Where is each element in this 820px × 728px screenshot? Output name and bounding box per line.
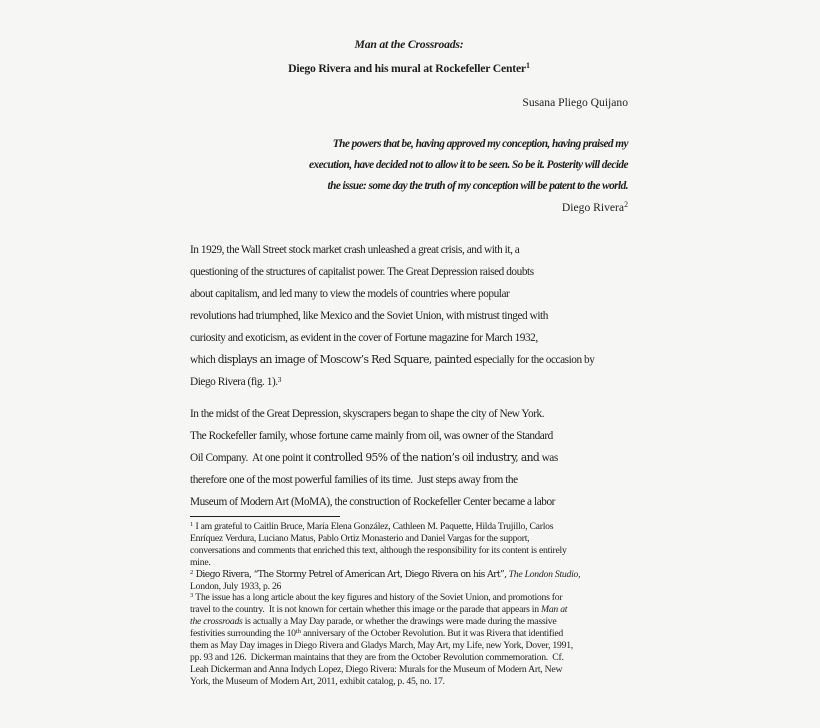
footnote-2: [190, 569, 628, 593]
text-line: Museum of Modern Art (MoMA), the construction of Rockefeller Center became a labor: [190, 496, 555, 508]
epigraph-attribution: [190, 197, 628, 218]
title-line-2-text: Diego Rivera and his mural at Rockefeller Center: [288, 62, 526, 75]
footnote-separator: [190, 516, 340, 517]
text-line: $^2$ Diego Rivera, “The Stormy Petrel of American Art, Diego Rivera on his Art”, The London Studio,: [190, 568, 581, 580]
footnote-ref-2: 2: [624, 200, 628, 210]
text-line: The powers that be, having approved my conception, having praised my: [332, 138, 628, 150]
paragraph-2: [190, 403, 628, 513]
text-line: In 1929, the Wall Street stock market crash unleashed a great crisis, and with it, a: [190, 244, 520, 256]
footnote-1: [190, 521, 628, 569]
text-line: The Rockefeller family, whose fortune came mainly from oil, was owner of the Standard: [190, 430, 553, 442]
author-name: Susana Pliego Quijano: [522, 96, 628, 109]
text-line: York, the Museum of Modern Art, 2011, exhibit catalog, p. 45, no. 17.: [190, 675, 445, 687]
text-line: the crossroads is actually a May Day parade, or whether the drawings were made during the massive: [190, 616, 557, 628]
text-line: about capitalism, and led many to view the models of countries where popular: [190, 288, 510, 300]
epigraph-quote: [190, 134, 628, 197]
text-line: Oil Company. At one point it controlled 95% of the nation’s oil industry, and was: [190, 451, 558, 464]
epigraph-attribution-text: Diego Rivera: [561, 201, 625, 214]
text-line: London, July 1933, p. 26: [190, 580, 282, 592]
text-line: festivities surrounding the 10th anniversary of the October Revolution. But it was Rivera that identified: [190, 628, 563, 640]
text-line: Leah Dickerman and Anna Indych Lopez, Diego Rivera: Murals for the Museum of Modern Art, New: [190, 663, 563, 675]
text-line: execution, have decided not to allow it to be seen. So be it. Posterity will decide: [309, 159, 628, 171]
paragraph-1: [190, 239, 628, 393]
text-line: conversations and comments that enriched this text, although the responsibility for its content is entirely: [190, 544, 567, 556]
paper-title: [190, 33, 628, 81]
page-content: [190, 0, 628, 728]
text-line: therefore one of the most powerful families of its time. Just steps away from the: [190, 474, 518, 486]
text-line: Diego Rivera (fig. 1).$^3$: [190, 374, 282, 388]
text-line: Enríquez Verdura, Luciano Matus, Pablo Ortiz Monasterio and Daniel Vargas for the support,: [190, 532, 530, 544]
text-line: travel to the country. It is not known for certain whether this image or the parade that appears in Man at: [190, 604, 568, 616]
text-line: them as May Day images in Diego Rivera and Gladys March, May Art, my Life, new York, Dover, 1991,: [190, 640, 573, 652]
text-line: $^3$ The issue has a long article about the key figures and history of the Soviet Union, and promotions for: [190, 592, 563, 604]
text-line: questioning of the structures of capitalist power. The Great Depression raised doubts: [190, 266, 534, 278]
text-line: $^1$ I am grateful to Caitlin Bruce, María Elena González, Cathleen M. Paquette, Hilda Trujillo, Carlos: [190, 521, 554, 532]
text-line: curiosity and exoticism, as evident in the cover of Fortune magazine for March 1932,: [190, 332, 538, 344]
text-line: In the midst of the Great Depression, skyscrapers began to shape the city of New York.: [190, 408, 545, 420]
text-line: which displays an image of Moscow’s Red Square, painted especially for the occasion by: [190, 353, 595, 366]
text-line: revolutions had triumphed, like Mexico and the Soviet Union, with mistrust tinged with: [190, 310, 548, 322]
text-line: the issue: some day the truth of my conception will be patent to the world.: [327, 180, 628, 192]
title-line-1: Man at the Crossroads:: [354, 38, 464, 51]
text-line: pp. 93 and 126. Dickerman maintains that they are from the October Revolution commemoration. Cf.: [190, 651, 564, 663]
text-line: mine.: [190, 556, 211, 568]
footnotes-section: [190, 521, 628, 688]
title-line-2: [190, 57, 628, 81]
footnote-ref-1: 1: [525, 61, 530, 71]
footnote-3: [190, 592, 628, 687]
